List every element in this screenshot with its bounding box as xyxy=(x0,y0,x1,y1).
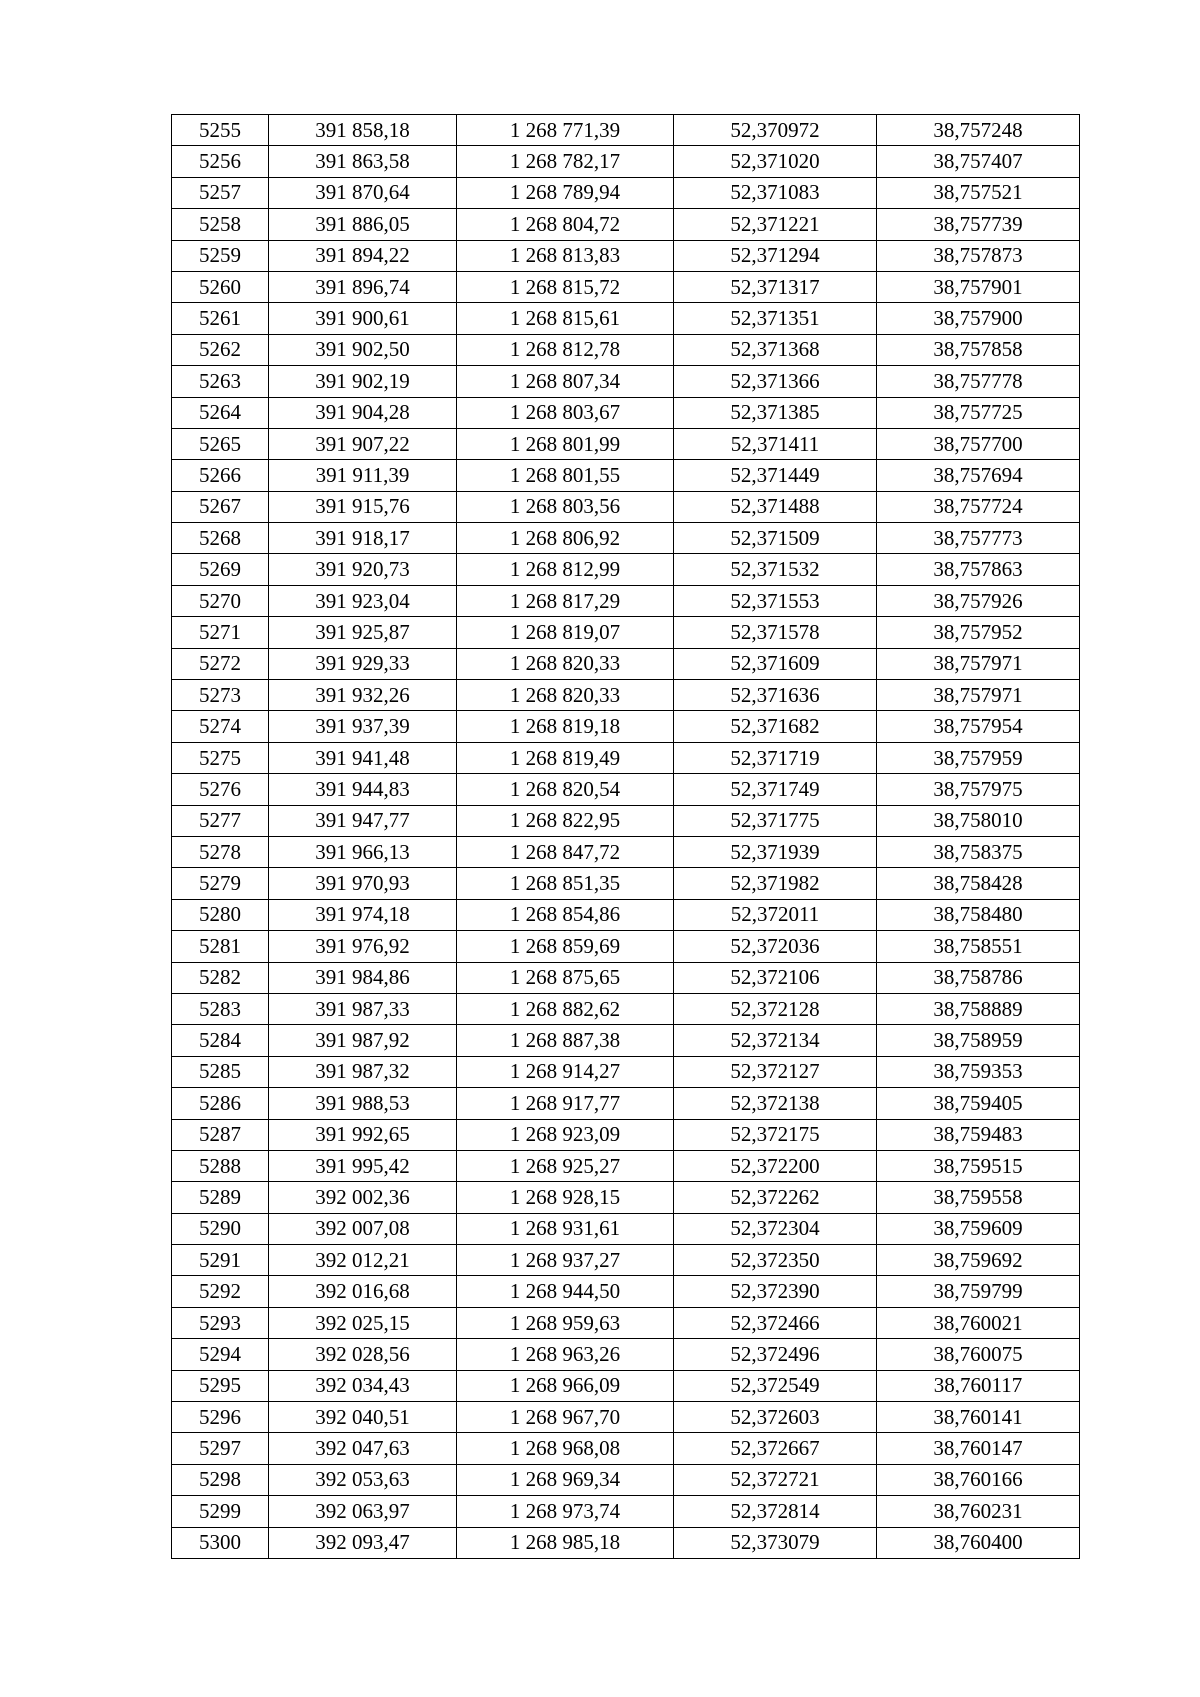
table-row xyxy=(172,1056,1080,1087)
x-coordinate-cell: 391 941,48 xyxy=(269,742,457,773)
latitude-cell: 52,370972 xyxy=(674,115,877,146)
longitude-cell: 38,759483 xyxy=(877,1119,1080,1150)
point-number-cell: 5287 xyxy=(172,1119,269,1150)
x-coordinate-cell: 391 995,42 xyxy=(269,1150,457,1181)
x-coordinate-cell: 391 900,61 xyxy=(269,303,457,334)
x-coordinate-cell: 392 040,51 xyxy=(269,1402,457,1433)
latitude-cell: 52,371939 xyxy=(674,836,877,867)
latitude-cell: 52,371411 xyxy=(674,428,877,459)
x-coordinate-cell: 391 911,39 xyxy=(269,460,457,491)
latitude-cell: 52,372134 xyxy=(674,1025,877,1056)
table-row xyxy=(172,1496,1080,1527)
x-coordinate-cell: 391 976,92 xyxy=(269,931,457,962)
point-number-cell: 5298 xyxy=(172,1464,269,1495)
y-coordinate-cell: 1 268 820,33 xyxy=(457,648,674,679)
y-coordinate-cell: 1 268 875,65 xyxy=(457,962,674,993)
longitude-cell: 38,760075 xyxy=(877,1339,1080,1370)
table-row xyxy=(172,962,1080,993)
longitude-cell: 38,758551 xyxy=(877,931,1080,962)
point-number-cell: 5261 xyxy=(172,303,269,334)
point-number-cell: 5255 xyxy=(172,115,269,146)
y-coordinate-cell: 1 268 968,08 xyxy=(457,1433,674,1464)
point-number-cell: 5256 xyxy=(172,146,269,177)
y-coordinate-cell: 1 268 812,99 xyxy=(457,554,674,585)
latitude-cell: 52,371368 xyxy=(674,334,877,365)
x-coordinate-cell: 391 904,28 xyxy=(269,397,457,428)
longitude-cell: 38,757901 xyxy=(877,271,1080,302)
table-row xyxy=(172,711,1080,742)
longitude-cell: 38,757975 xyxy=(877,774,1080,805)
point-number-cell: 5275 xyxy=(172,742,269,773)
x-coordinate-cell: 391 937,39 xyxy=(269,711,457,742)
longitude-cell: 38,757724 xyxy=(877,491,1080,522)
x-coordinate-cell: 391 858,18 xyxy=(269,115,457,146)
latitude-cell: 52,372721 xyxy=(674,1464,877,1495)
point-number-cell: 5284 xyxy=(172,1025,269,1056)
x-coordinate-cell: 391 932,26 xyxy=(269,680,457,711)
x-coordinate-cell: 391 896,74 xyxy=(269,271,457,302)
x-coordinate-cell: 392 007,08 xyxy=(269,1213,457,1244)
longitude-cell: 38,759405 xyxy=(877,1088,1080,1119)
y-coordinate-cell: 1 268 959,63 xyxy=(457,1307,674,1338)
point-number-cell: 5288 xyxy=(172,1150,269,1181)
y-coordinate-cell: 1 268 820,33 xyxy=(457,680,674,711)
longitude-cell: 38,760021 xyxy=(877,1307,1080,1338)
table-row xyxy=(172,1339,1080,1370)
latitude-cell: 52,371749 xyxy=(674,774,877,805)
table-row xyxy=(172,428,1080,459)
y-coordinate-cell: 1 268 923,09 xyxy=(457,1119,674,1150)
latitude-cell: 52,371488 xyxy=(674,491,877,522)
latitude-cell: 52,371020 xyxy=(674,146,877,177)
y-coordinate-cell: 1 268 887,38 xyxy=(457,1025,674,1056)
x-coordinate-cell: 392 028,56 xyxy=(269,1339,457,1370)
table-row xyxy=(172,931,1080,962)
x-coordinate-cell: 391 902,50 xyxy=(269,334,457,365)
x-coordinate-cell: 391 925,87 xyxy=(269,617,457,648)
latitude-cell: 52,372011 xyxy=(674,899,877,930)
point-number-cell: 5260 xyxy=(172,271,269,302)
latitude-cell: 52,371366 xyxy=(674,366,877,397)
y-coordinate-cell: 1 268 806,92 xyxy=(457,523,674,554)
point-number-cell: 5293 xyxy=(172,1307,269,1338)
y-coordinate-cell: 1 268 937,27 xyxy=(457,1245,674,1276)
y-coordinate-cell: 1 268 817,29 xyxy=(457,585,674,616)
point-number-cell: 5297 xyxy=(172,1433,269,1464)
table-row xyxy=(172,115,1080,146)
table-row xyxy=(172,774,1080,805)
x-coordinate-cell: 391 920,73 xyxy=(269,554,457,585)
x-coordinate-cell: 391 907,22 xyxy=(269,428,457,459)
y-coordinate-cell: 1 268 812,78 xyxy=(457,334,674,365)
longitude-cell: 38,760231 xyxy=(877,1496,1080,1527)
longitude-cell: 38,757700 xyxy=(877,428,1080,459)
longitude-cell: 38,757971 xyxy=(877,648,1080,679)
point-number-cell: 5296 xyxy=(172,1402,269,1433)
y-coordinate-cell: 1 268 771,39 xyxy=(457,115,674,146)
longitude-cell: 38,759558 xyxy=(877,1182,1080,1213)
point-number-cell: 5268 xyxy=(172,523,269,554)
table-row xyxy=(172,460,1080,491)
latitude-cell: 52,371775 xyxy=(674,805,877,836)
longitude-cell: 38,757521 xyxy=(877,177,1080,208)
latitude-cell: 52,371532 xyxy=(674,554,877,585)
table-row xyxy=(172,1433,1080,1464)
table-row xyxy=(172,240,1080,271)
y-coordinate-cell: 1 268 928,15 xyxy=(457,1182,674,1213)
y-coordinate-cell: 1 268 801,55 xyxy=(457,460,674,491)
table-row xyxy=(172,397,1080,428)
longitude-cell: 38,757959 xyxy=(877,742,1080,773)
latitude-cell: 52,371636 xyxy=(674,680,877,711)
longitude-cell: 38,758010 xyxy=(877,805,1080,836)
point-number-cell: 5271 xyxy=(172,617,269,648)
latitude-cell: 52,372200 xyxy=(674,1150,877,1181)
point-number-cell: 5269 xyxy=(172,554,269,585)
table-row xyxy=(172,271,1080,302)
longitude-cell: 38,760117 xyxy=(877,1370,1080,1401)
y-coordinate-cell: 1 268 822,95 xyxy=(457,805,674,836)
y-coordinate-cell: 1 268 813,83 xyxy=(457,240,674,271)
latitude-cell: 52,372390 xyxy=(674,1276,877,1307)
point-number-cell: 5295 xyxy=(172,1370,269,1401)
y-coordinate-cell: 1 268 963,26 xyxy=(457,1339,674,1370)
y-coordinate-cell: 1 268 973,74 xyxy=(457,1496,674,1527)
point-number-cell: 5278 xyxy=(172,836,269,867)
longitude-cell: 38,757952 xyxy=(877,617,1080,648)
y-coordinate-cell: 1 268 782,17 xyxy=(457,146,674,177)
x-coordinate-cell: 392 025,15 xyxy=(269,1307,457,1338)
x-coordinate-cell: 392 034,43 xyxy=(269,1370,457,1401)
y-coordinate-cell: 1 268 917,77 xyxy=(457,1088,674,1119)
table-row xyxy=(172,585,1080,616)
x-coordinate-cell: 391 987,32 xyxy=(269,1056,457,1087)
x-coordinate-cell: 391 974,18 xyxy=(269,899,457,930)
table-row xyxy=(172,209,1080,240)
x-coordinate-cell: 391 870,64 xyxy=(269,177,457,208)
latitude-cell: 52,372128 xyxy=(674,993,877,1024)
x-coordinate-cell: 392 063,97 xyxy=(269,1496,457,1527)
latitude-cell: 52,371317 xyxy=(674,271,877,302)
table-row xyxy=(172,617,1080,648)
table-row xyxy=(172,146,1080,177)
point-number-cell: 5265 xyxy=(172,428,269,459)
longitude-cell: 38,759515 xyxy=(877,1150,1080,1181)
latitude-cell: 52,372304 xyxy=(674,1213,877,1244)
y-coordinate-cell: 1 268 966,09 xyxy=(457,1370,674,1401)
x-coordinate-cell: 391 894,22 xyxy=(269,240,457,271)
y-coordinate-cell: 1 268 819,07 xyxy=(457,617,674,648)
x-coordinate-cell: 392 012,21 xyxy=(269,1245,457,1276)
table-row xyxy=(172,836,1080,867)
x-coordinate-cell: 391 944,83 xyxy=(269,774,457,805)
table-row xyxy=(172,742,1080,773)
table-row xyxy=(172,805,1080,836)
table-row xyxy=(172,366,1080,397)
latitude-cell: 52,371083 xyxy=(674,177,877,208)
latitude-cell: 52,371351 xyxy=(674,303,877,334)
latitude-cell: 52,371221 xyxy=(674,209,877,240)
x-coordinate-cell: 391 929,33 xyxy=(269,648,457,679)
longitude-cell: 38,757248 xyxy=(877,115,1080,146)
table-row xyxy=(172,1527,1080,1558)
longitude-cell: 38,757900 xyxy=(877,303,1080,334)
y-coordinate-cell: 1 268 804,72 xyxy=(457,209,674,240)
y-coordinate-cell: 1 268 815,61 xyxy=(457,303,674,334)
longitude-cell: 38,757873 xyxy=(877,240,1080,271)
y-coordinate-cell: 1 268 944,50 xyxy=(457,1276,674,1307)
point-number-cell: 5274 xyxy=(172,711,269,742)
latitude-cell: 52,371294 xyxy=(674,240,877,271)
coordinates-table-body xyxy=(172,115,1080,1559)
point-number-cell: 5266 xyxy=(172,460,269,491)
latitude-cell: 52,372262 xyxy=(674,1182,877,1213)
y-coordinate-cell: 1 268 819,49 xyxy=(457,742,674,773)
x-coordinate-cell: 392 047,63 xyxy=(269,1433,457,1464)
table-row xyxy=(172,680,1080,711)
longitude-cell: 38,758959 xyxy=(877,1025,1080,1056)
point-number-cell: 5294 xyxy=(172,1339,269,1370)
point-number-cell: 5299 xyxy=(172,1496,269,1527)
y-coordinate-cell: 1 268 807,34 xyxy=(457,366,674,397)
latitude-cell: 52,372814 xyxy=(674,1496,877,1527)
table-row xyxy=(172,1307,1080,1338)
longitude-cell: 38,758375 xyxy=(877,836,1080,867)
y-coordinate-cell: 1 268 882,62 xyxy=(457,993,674,1024)
longitude-cell: 38,758480 xyxy=(877,899,1080,930)
coordinates-table xyxy=(171,114,1080,1559)
point-number-cell: 5259 xyxy=(172,240,269,271)
y-coordinate-cell: 1 268 819,18 xyxy=(457,711,674,742)
point-number-cell: 5263 xyxy=(172,366,269,397)
y-coordinate-cell: 1 268 985,18 xyxy=(457,1527,674,1558)
longitude-cell: 38,757694 xyxy=(877,460,1080,491)
x-coordinate-cell: 392 016,68 xyxy=(269,1276,457,1307)
latitude-cell: 52,372496 xyxy=(674,1339,877,1370)
latitude-cell: 52,371609 xyxy=(674,648,877,679)
latitude-cell: 52,372603 xyxy=(674,1402,877,1433)
x-coordinate-cell: 391 918,17 xyxy=(269,523,457,554)
longitude-cell: 38,760400 xyxy=(877,1527,1080,1558)
y-coordinate-cell: 1 268 815,72 xyxy=(457,271,674,302)
longitude-cell: 38,757725 xyxy=(877,397,1080,428)
y-coordinate-cell: 1 268 801,99 xyxy=(457,428,674,459)
point-number-cell: 5279 xyxy=(172,868,269,899)
longitude-cell: 38,757954 xyxy=(877,711,1080,742)
y-coordinate-cell: 1 268 931,61 xyxy=(457,1213,674,1244)
y-coordinate-cell: 1 268 967,70 xyxy=(457,1402,674,1433)
x-coordinate-cell: 391 923,04 xyxy=(269,585,457,616)
y-coordinate-cell: 1 268 859,69 xyxy=(457,931,674,962)
point-number-cell: 5300 xyxy=(172,1527,269,1558)
y-coordinate-cell: 1 268 847,72 xyxy=(457,836,674,867)
x-coordinate-cell: 391 863,58 xyxy=(269,146,457,177)
longitude-cell: 38,758889 xyxy=(877,993,1080,1024)
x-coordinate-cell: 391 966,13 xyxy=(269,836,457,867)
x-coordinate-cell: 391 902,19 xyxy=(269,366,457,397)
table-row xyxy=(172,1464,1080,1495)
latitude-cell: 52,372127 xyxy=(674,1056,877,1087)
table-row xyxy=(172,993,1080,1024)
y-coordinate-cell: 1 268 854,86 xyxy=(457,899,674,930)
longitude-cell: 38,758428 xyxy=(877,868,1080,899)
latitude-cell: 52,372175 xyxy=(674,1119,877,1150)
point-number-cell: 5292 xyxy=(172,1276,269,1307)
y-coordinate-cell: 1 268 851,35 xyxy=(457,868,674,899)
latitude-cell: 52,371682 xyxy=(674,711,877,742)
longitude-cell: 38,757407 xyxy=(877,146,1080,177)
latitude-cell: 52,371578 xyxy=(674,617,877,648)
longitude-cell: 38,757739 xyxy=(877,209,1080,240)
point-number-cell: 5257 xyxy=(172,177,269,208)
longitude-cell: 38,759799 xyxy=(877,1276,1080,1307)
point-number-cell: 5291 xyxy=(172,1245,269,1276)
point-number-cell: 5283 xyxy=(172,993,269,1024)
x-coordinate-cell: 391 947,77 xyxy=(269,805,457,836)
y-coordinate-cell: 1 268 969,34 xyxy=(457,1464,674,1495)
y-coordinate-cell: 1 268 803,56 xyxy=(457,491,674,522)
longitude-cell: 38,759692 xyxy=(877,1245,1080,1276)
point-number-cell: 5272 xyxy=(172,648,269,679)
y-coordinate-cell: 1 268 820,54 xyxy=(457,774,674,805)
y-coordinate-cell: 1 268 789,94 xyxy=(457,177,674,208)
x-coordinate-cell: 391 984,86 xyxy=(269,962,457,993)
x-coordinate-cell: 391 987,33 xyxy=(269,993,457,1024)
y-coordinate-cell: 1 268 914,27 xyxy=(457,1056,674,1087)
latitude-cell: 52,371553 xyxy=(674,585,877,616)
point-number-cell: 5289 xyxy=(172,1182,269,1213)
table-row xyxy=(172,1213,1080,1244)
table-row xyxy=(172,1245,1080,1276)
x-coordinate-cell: 391 988,53 xyxy=(269,1088,457,1119)
latitude-cell: 52,372106 xyxy=(674,962,877,993)
latitude-cell: 52,372667 xyxy=(674,1433,877,1464)
latitude-cell: 52,371509 xyxy=(674,523,877,554)
table-row xyxy=(172,1370,1080,1401)
table-row xyxy=(172,334,1080,365)
table-row xyxy=(172,1182,1080,1213)
table-row xyxy=(172,1276,1080,1307)
longitude-cell: 38,760166 xyxy=(877,1464,1080,1495)
point-number-cell: 5264 xyxy=(172,397,269,428)
table-row xyxy=(172,1088,1080,1119)
longitude-cell: 38,759353 xyxy=(877,1056,1080,1087)
point-number-cell: 5270 xyxy=(172,585,269,616)
latitude-cell: 52,371982 xyxy=(674,868,877,899)
point-number-cell: 5286 xyxy=(172,1088,269,1119)
table-row xyxy=(172,899,1080,930)
x-coordinate-cell: 392 093,47 xyxy=(269,1527,457,1558)
latitude-cell: 52,371385 xyxy=(674,397,877,428)
longitude-cell: 38,760141 xyxy=(877,1402,1080,1433)
point-number-cell: 5262 xyxy=(172,334,269,365)
y-coordinate-cell: 1 268 803,67 xyxy=(457,397,674,428)
longitude-cell: 38,757858 xyxy=(877,334,1080,365)
latitude-cell: 52,372466 xyxy=(674,1307,877,1338)
point-number-cell: 5281 xyxy=(172,931,269,962)
table-row xyxy=(172,868,1080,899)
latitude-cell: 52,371719 xyxy=(674,742,877,773)
point-number-cell: 5290 xyxy=(172,1213,269,1244)
longitude-cell: 38,760147 xyxy=(877,1433,1080,1464)
longitude-cell: 38,757773 xyxy=(877,523,1080,554)
longitude-cell: 38,757926 xyxy=(877,585,1080,616)
latitude-cell: 52,372036 xyxy=(674,931,877,962)
point-number-cell: 5285 xyxy=(172,1056,269,1087)
y-coordinate-cell: 1 268 925,27 xyxy=(457,1150,674,1181)
x-coordinate-cell: 391 915,76 xyxy=(269,491,457,522)
longitude-cell: 38,757863 xyxy=(877,554,1080,585)
longitude-cell: 38,759609 xyxy=(877,1213,1080,1244)
table-row xyxy=(172,523,1080,554)
point-number-cell: 5273 xyxy=(172,680,269,711)
x-coordinate-cell: 392 002,36 xyxy=(269,1182,457,1213)
point-number-cell: 5280 xyxy=(172,899,269,930)
table-row xyxy=(172,1025,1080,1056)
x-coordinate-cell: 392 053,63 xyxy=(269,1464,457,1495)
table-row xyxy=(172,554,1080,585)
table-row xyxy=(172,303,1080,334)
point-number-cell: 5267 xyxy=(172,491,269,522)
latitude-cell: 52,372549 xyxy=(674,1370,877,1401)
latitude-cell: 52,371449 xyxy=(674,460,877,491)
latitude-cell: 52,372138 xyxy=(674,1088,877,1119)
x-coordinate-cell: 391 992,65 xyxy=(269,1119,457,1150)
table-row xyxy=(172,648,1080,679)
latitude-cell: 52,372350 xyxy=(674,1245,877,1276)
latitude-cell: 52,373079 xyxy=(674,1527,877,1558)
longitude-cell: 38,757971 xyxy=(877,680,1080,711)
table-row xyxy=(172,177,1080,208)
x-coordinate-cell: 391 886,05 xyxy=(269,209,457,240)
table-row xyxy=(172,1402,1080,1433)
longitude-cell: 38,758786 xyxy=(877,962,1080,993)
table-row xyxy=(172,491,1080,522)
table-row xyxy=(172,1150,1080,1181)
table-row xyxy=(172,1119,1080,1150)
longitude-cell: 38,757778 xyxy=(877,366,1080,397)
point-number-cell: 5258 xyxy=(172,209,269,240)
point-number-cell: 5277 xyxy=(172,805,269,836)
x-coordinate-cell: 391 987,92 xyxy=(269,1025,457,1056)
point-number-cell: 5282 xyxy=(172,962,269,993)
point-number-cell: 5276 xyxy=(172,774,269,805)
x-coordinate-cell: 391 970,93 xyxy=(269,868,457,899)
